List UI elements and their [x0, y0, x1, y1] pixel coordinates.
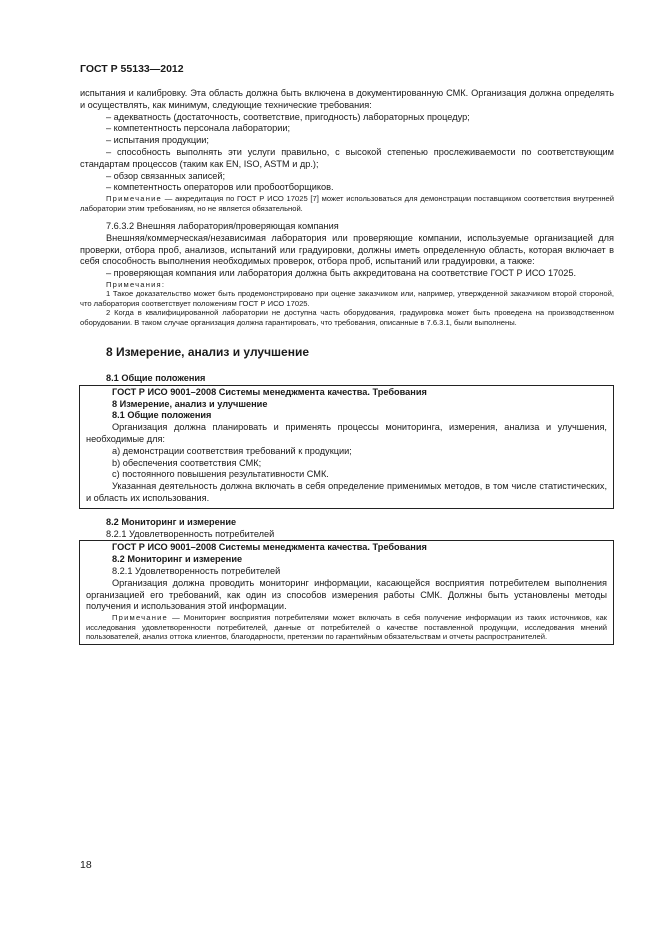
- list-item: – обзор связанных записей;: [106, 170, 226, 181]
- subsection-heading: 8.2.1 Удовлетворенность потребителей: [106, 528, 275, 539]
- paragraph: Организация должна проводить мониторинг информации, касающейся восприятия потребителем выполнения организацией его требований, как один из способов измерения работы СМК. Должны быть установлены методы получения и использования этой информации.: [86, 577, 607, 612]
- paragraph: Организация должна планировать и применять процессы мониторинга, измерения, анализа и улучшения, необходимые для:: [86, 422, 607, 444]
- section-heading: 7.6.3.2 Внешняя лаборатория/проверяющая компания: [106, 220, 339, 231]
- paragraph: испытания и калибровку. Эта область должна быть включена в документированную СМК. Организация должна определять и осуществлять, как минимум, следующие технические требования:: [80, 88, 614, 110]
- list-item: b) обеспечения соответствия СМК;: [112, 457, 262, 468]
- note: 1 Такое доказательство может быть продемонстрировано при оценке заказчиком или, например, утвержденной заказчиком второй стороной, что лаборатория соответствует положениям ГОСТ Р ИСО 17025.: [80, 289, 614, 308]
- list-item: – способность выполнять эти услуги правильно, с высокой степенью прослеживаемости по соответствующим стандартам процессов (таким как EN, ISO, ASTM и др.);: [80, 146, 614, 169]
- note-label: Примечание: [106, 194, 162, 204]
- note-label: Примечание: [112, 613, 168, 623]
- notes-label: Примечания:: [106, 279, 166, 289]
- box-title: ГОСТ Р ИСО 9001–2008 Системы менеджмента качества. Требования: [112, 542, 427, 553]
- box-title: ГОСТ Р ИСО 9001–2008 Системы менеджмента качества. Требования: [112, 386, 427, 397]
- note-text: — Мониторинг восприятия потребителями может включать в себя получение информации из таких источников, как исследования удовлетворенности потребителей, данные от потребителей о качестве поставленной продукции, исследования мнений пользователей, анализ оттока клиентов, благодарности, претензии по гарантийным обязательствам и отчеты распространителей.: [86, 613, 607, 641]
- list-item: – компетентность персонала лаборатории;: [106, 123, 291, 134]
- list-item: – испытания продукции;: [106, 135, 209, 146]
- quote-box: [79, 385, 614, 509]
- paragraph: Внешняя/коммерческая/независимая лаборатория или проверяющие компании, используемые организацией для проверки, отбора проб, анализов, испытаний или градуировки, должны иметь определенную область, которая включает в себя способность выполнения необходимых проверок, отбора проб, испытаний или градуировки, а также:: [80, 232, 614, 267]
- quote-box: [79, 540, 614, 645]
- list-item: c) постоянного повышения результативности СМК.: [112, 469, 329, 480]
- box-subtitle: 8.2 Мониторинг и измерение: [112, 554, 243, 565]
- list-item: a) демонстрации соответствия требований к продукции;: [112, 445, 352, 456]
- section-heading: 8.1 Общие положения: [106, 373, 206, 383]
- section-heading: 8.2 Мониторинг и измерение: [106, 516, 237, 527]
- box-subtitle: 8 Измерение, анализ и улучшение: [112, 398, 268, 409]
- paragraph: – проверяющая компания или лаборатория должна быть аккредитована на соответствие ГОСТ Р ИСО 17025.: [106, 268, 577, 279]
- paragraph: Указанная деятельность должна включать в себя определение применимых методов, в том числе статистических, и область их использования.: [86, 481, 607, 503]
- note: 2 Когда в квалифицированной лаборатории не доступна часть оборудования, градуировка может быть проведена на производственном оборудовании. В таком случае организация должна гарантировать, что требования, описанные в 7.6.3.1, были выполнены.: [80, 308, 614, 327]
- note: [80, 194, 614, 213]
- list-item: – адекватность (достаточность, соответствие, пригодность) лабораторных процедур;: [106, 111, 470, 122]
- list-item: – компетентность операторов или пробоотборщиков.: [106, 182, 334, 193]
- note-text: — аккредитация по ГОСТ Р ИСО 17025 [7] может использоваться для демонстрации поставщиком соответствия внутренней лаборатории этим требованиям, но не является обязательной.: [80, 194, 614, 213]
- page-content: [80, 88, 614, 645]
- note: [86, 613, 607, 641]
- box-subtitle: 8.1 Общие положения: [112, 410, 212, 421]
- document-code-header: ГОСТ Р 55133—2012: [80, 63, 184, 75]
- section-title: 8 Измерение, анализ и улучшение: [106, 345, 310, 359]
- box-subtitle: 8.2.1 Удовлетворенность потребителей: [112, 565, 281, 576]
- page-number: 18: [80, 859, 92, 871]
